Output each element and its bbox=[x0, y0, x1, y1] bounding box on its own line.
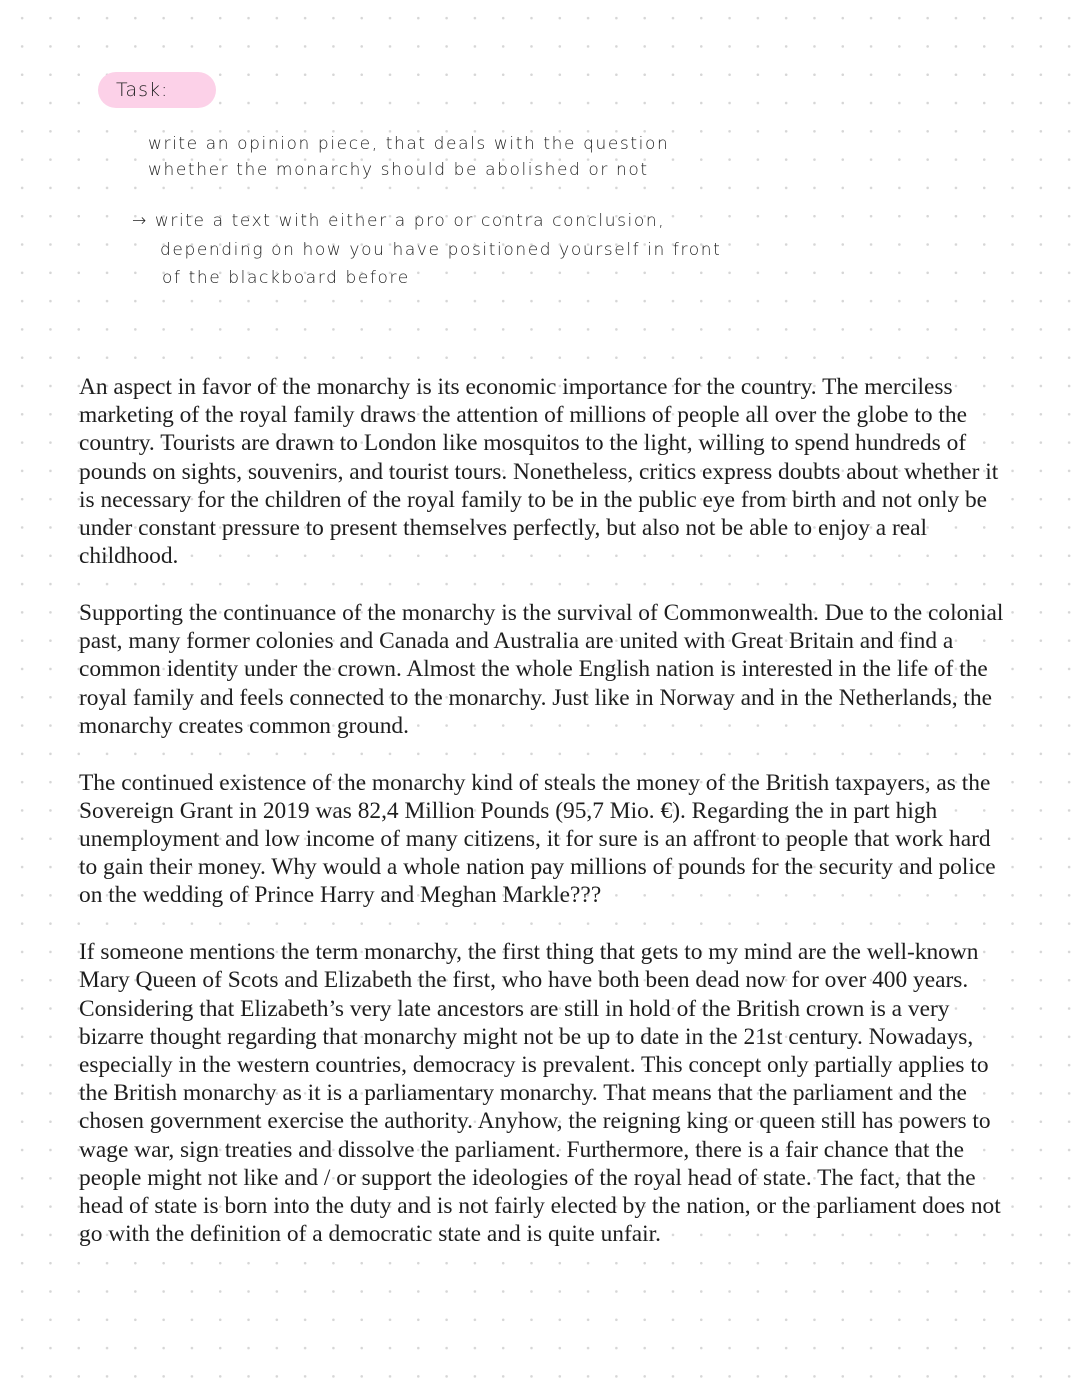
task-instruction-line: of the blackboard before bbox=[162, 268, 410, 288]
task-label-text: Task: bbox=[116, 79, 169, 101]
essay-paragraph: Supporting the continuance of the monarchy is the survival of Commonwealth. Due to the colonial past, many former colonies and Canada and Australia are united with Great Britain and find a common identity under the crown. Almost the whole English nation is interested in the life of the royal family and feels connected to the monarchy. Just like in Norway and in the Netherlands, the monarchy creates common ground. bbox=[79, 600, 1004, 739]
essay-paragraph: An aspect in favor of the monarchy is its economic importance for the country. The merciless marketing of the royal family draws the attention of millions of people all over the globe to the country. Tourists are drawn to London like mosquitos to the light, willing to spend hundreds of pounds on sights, souvenirs, and tourist tours. Nonetheless, critics express doubts about whether it is necessary for the children of the royal family to be in the public eye from birth and not only be under constant pressure to present themselves perfectly, but also not be able to enjoy a real childhood. bbox=[79, 374, 999, 570]
task-instruction-line: depending on how you have positioned yourself in front bbox=[160, 240, 722, 260]
essay-paragraph: If someone mentions the term monarchy, the first thing that gets to my mind are the well-known Mary Queen of Scots and Elizabeth the first, who have both been dead now for over 400 years. Considering that Elizabeth’s very late ancestors are still in hold of the British crown is a very bizarre thought regarding that monarchy might not be up to date in the 21st century. Nowadays, especially in the western countries, democracy is prevalent. This concept only partially applies to the British monarchy as it is a parliamentary monarchy. That means that the parliament and the chosen government exercise the authority. Anyhow, the reigning king or queen still has powers to wage war, sign treaties and dissolve the parliament. Furthermore, there is a fair chance that the people might not like and / or support the ideologies of the royal head of state. The fact, that the head of state is born into the duty and is not fairly elected by the nation, or the parliament does not go with the definition of a democratic state and is quite unfair. bbox=[79, 939, 1001, 1248]
task-instruction-line: write an opinion piece, that deals with the question bbox=[148, 134, 670, 154]
task-label bbox=[98, 72, 216, 108]
task-instruction-line: → write a text with either a pro or contra conclusion, bbox=[132, 211, 666, 231]
essay-paragraph: The continued existence of the monarchy kind of steals the money of the British taxpayers, as the Sovereign Grant in 2019 was 82,4 Million Pounds (95,7 Mio. €). Regarding the in part high unemployment and low income of many citizens, it for sure is an affront to people that work hard to gain their money. Why would a whole nation pay millions of pounds for the security and police on the wedding of Prince Harry and Meghan Markle??? bbox=[79, 769, 996, 909]
essay-body bbox=[79, 373, 1009, 1277]
task-instruction-line: whether the monarchy should be abolished or not bbox=[148, 160, 649, 180]
